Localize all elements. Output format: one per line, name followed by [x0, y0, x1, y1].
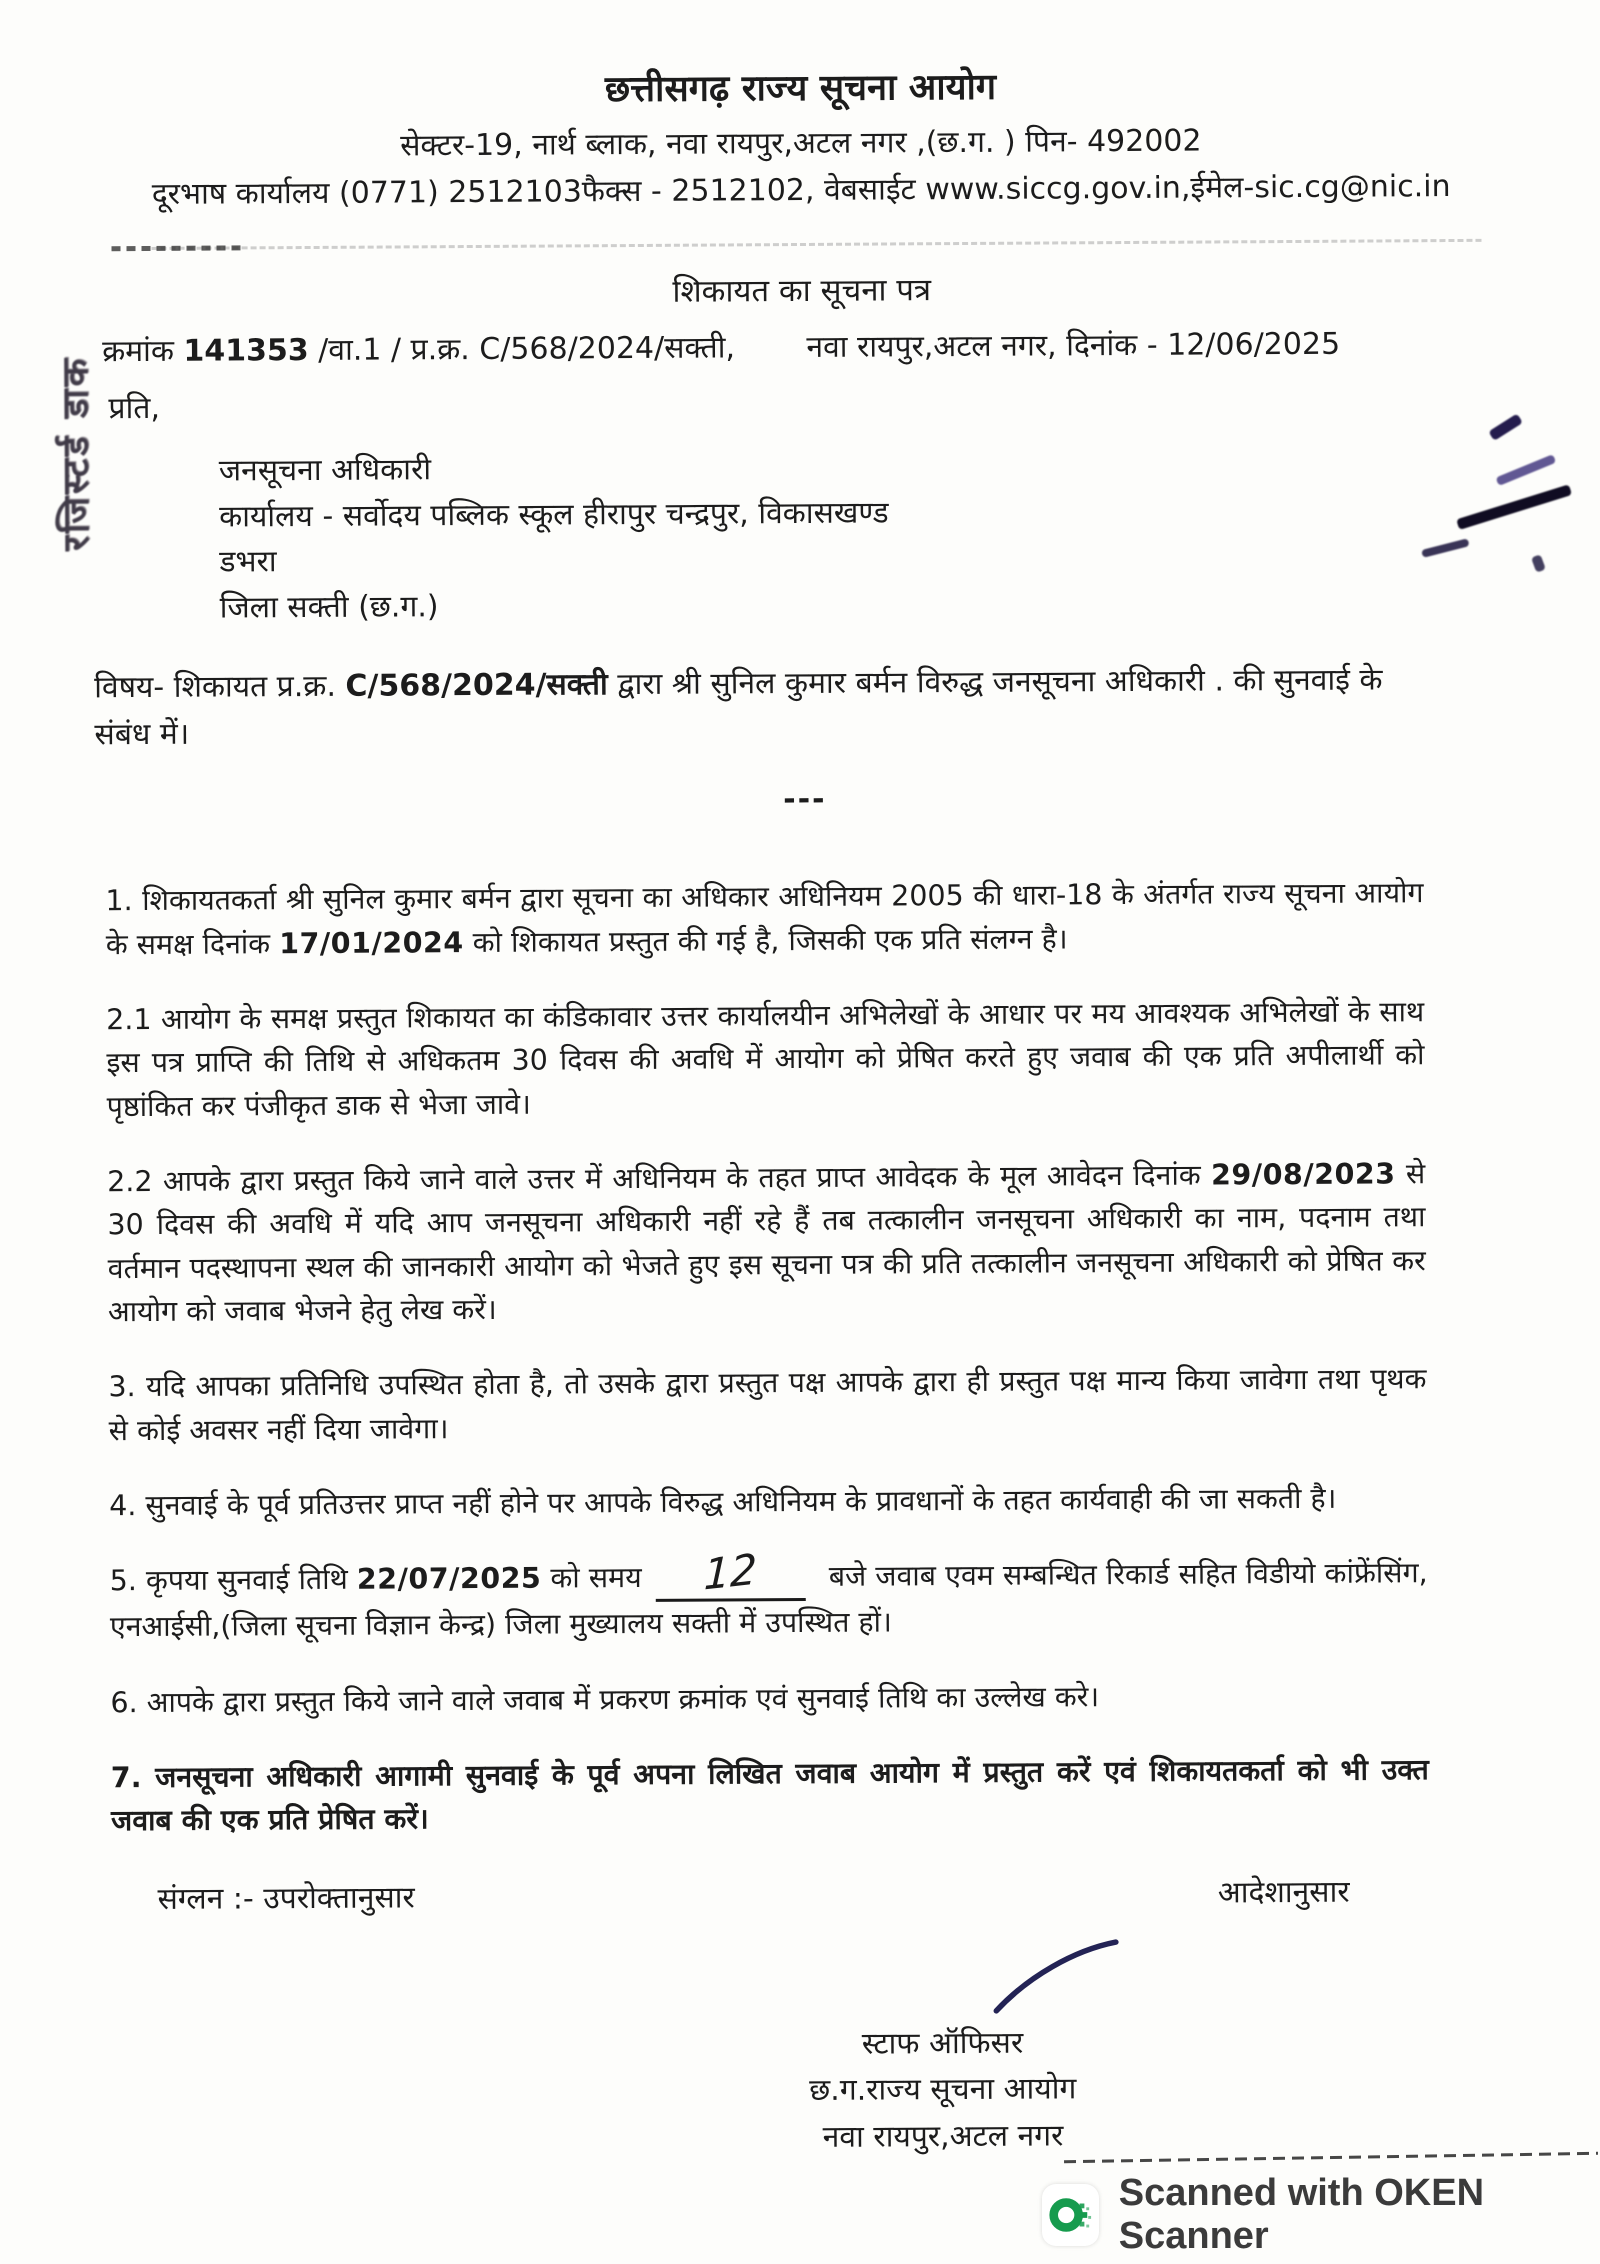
hearing-date: 22/07/2025: [356, 1561, 542, 1596]
addressee-line: जनसूचना अधिकारी: [218, 452, 432, 489]
letterhead: [0, 0, 1600, 214]
addressee-block: [219, 440, 1600, 631]
letter-body: [105, 872, 1429, 1843]
addressee-line: जिला सक्ती (छ.ग.): [219, 589, 439, 626]
organization-contact: दूरभाष कार्यालय (0771) 2512103फैक्स - 2512102, वेबसाईट www.siccg.gov.in,ईमेल-sic.cg@nic.in: [151, 169, 1451, 212]
section-separator: ---: [783, 782, 827, 818]
application-date: 29/08/2023: [1210, 1157, 1396, 1192]
subject-text: द्वारा श्री सुनिल कुमार बर्मन विरुद्ध जनसूचना अधिकारी . की सुनवाई के संबंध में।: [94, 662, 1383, 753]
paragraph-7: 7. जनसूचना अधिकारी आगामी सुनवाई के पूर्व अपना लिखित जवाब आयोग में प्रस्तुत करें एवं शिकायतकर्ता को भी उक्त जवाब की एक प्रति प्रेषित करें।: [110, 1753, 1429, 1838]
place-and-date: नवा रायपुर,अटल नगर, दिनांक - 12/06/2025: [806, 326, 1341, 365]
document-title: शिकायत का सूचना पत्र: [672, 272, 932, 310]
subject-case-number: C/568/2024/सक्ती: [345, 667, 608, 705]
oken-scanner-icon: [1042, 2184, 1099, 2246]
ref-case-number: /वा.1 / प्र.क्र. C/568/2024/सक्ती,: [308, 330, 736, 369]
organization-address: सेक्टर-19, नार्थ ब्लाक, नवा रायपुर,अटल नगर ,(छ.ग. ) पिन- 492002: [400, 123, 1202, 164]
time-blank-line: [656, 1544, 806, 1602]
signatory-org: छ.ग.राज्य सूचना आयोग: [809, 2071, 1077, 2109]
signature-stroke: [990, 1938, 1122, 2017]
salutation: प्रति,: [108, 390, 161, 427]
paragraph-2-2-text: से 30 दिवस की अवधि में यदि आप जनसूचना अधिकारी नहीं रहे हैं तब तत्कालीन जनसूचना अधिकारी का नाम, पदनाम तथा वर्तमान पदस्थापना स्थल की जानकारी आयोग को भेजते हुए इस सूचना पत्र की प्रति तत्कालीन जनसूचना अधिकारी को प्रेषित कर आयोग को जवाब भेजने हेतु लेख करें।: [107, 1157, 1426, 1329]
addressee-line: डभरा: [219, 544, 277, 580]
paragraph-6: 6. आपके द्वारा प्रस्तुत किये जाने वाले जवाब में प्रकरण क्रमांक एवं सुनवाई तिथि का उल्लेख करे।: [110, 1679, 1100, 1719]
paragraph-2-2: [107, 1152, 1426, 1333]
by-order-note: आदेशानुसार: [1217, 1874, 1350, 1911]
divider-line: [151, 239, 1481, 250]
closing-row: [157, 1868, 1600, 1918]
letterhead-divider: [151, 239, 1481, 251]
ref-serial-number: 141353: [183, 333, 309, 369]
paragraph-5: [109, 1544, 1429, 1649]
paragraph-5-text: को समय: [541, 1561, 642, 1595]
enclosure-note: संग्लन :- उपरोक्तानुसार: [157, 1880, 415, 1917]
signatory-place: नवा रायपुर,अटल नगर: [822, 2118, 1064, 2155]
paragraph-4: 4. सुनवाई के पूर्व प्रतिउत्तर प्राप्त नहीं होने पर आपके विरुद्ध अधिनियम के प्रावधानों के तहत कार्यवाही की जा सकती है।: [109, 1481, 1337, 1523]
complaint-date: 17/01/2024: [279, 925, 464, 960]
signatory-title: स्टाफ ऑफिसर: [861, 2025, 1024, 2062]
handwritten-time: 12: [703, 1544, 758, 1600]
registered-post-stamp: रजिस्टर्ड डाक: [55, 355, 98, 552]
ref-prefix: क्रमांक: [102, 333, 184, 370]
addressee-line: कार्यालय - सर्वोदय पब्लिक स्कूल हीरापुर चन्द्रपुर, विकासखण्ड: [219, 495, 889, 535]
paragraph-1: [105, 872, 1424, 967]
signature-block: [702, 1937, 1183, 2161]
paragraph-3: 3. यदि आपका प्रतिनिधि उपस्थित होता है, तो उसके द्वारा प्रस्तुत पक्ष आपके द्वारा ही प्रस्तुत पक्ष मान्य किया जावेगा तथा पृथक से कोई अवसर नहीं दिया जावेगा।: [108, 1362, 1427, 1447]
reference-number: [102, 325, 735, 370]
divider-dark-segment: [111, 245, 241, 251]
scanner-badge-label: Scanned with OKEN Scanner: [1118, 2172, 1485, 2257]
subject-line: [94, 658, 1425, 759]
organization-name: छत्तीसगढ़ राज्य सूचना आयोग: [604, 66, 997, 111]
paragraph-5-text: बजे जवाब एवम सम्बन्धित रिकार्ड सहित विडीयो कांफ्रेंसिंग, एनआईसी,(जिला सूचना विज्ञान केन्द्र) जिला मुख्यालय सक्ती में उपस्थित हों।: [109, 1556, 1428, 1644]
paragraph-2-2-text: 2.2 आपके द्वारा प्रस्तुत किये जाने वाले उत्तर में अधिनियम के तहत प्राप्त आवेदक के मूल आवेदन दिनांक: [107, 1158, 1212, 1199]
reference-row: [102, 320, 1600, 370]
paragraph-5-text: 5. कृपया सुनवाई तिथि: [109, 1562, 357, 1598]
subject-prefix: विषय- शिकायत प्र.क्र.: [94, 669, 346, 706]
paragraph-2-1: 2.1 आयोग के समक्ष प्रस्तुत शिकायत का कंडिकावार उत्तर कार्यालयीन अभिलेखों के आधार पर मय आवश्यक अभिलेखों के साथ इस पत्र प्राप्ति की तिथि से अधिकतम 30 दिवस की अवधि में आयोग को प्रेषित करते हुए जवाब की एक प्रति अपीलार्थी को पृष्ठांकित कर पंजीकृत डाक से भेजा जावे।: [106, 995, 1425, 1123]
paragraph-1-text: को शिकायत प्रस्तुत की गई है, जिसकी एक प्रति संलग्न है।: [463, 922, 1068, 959]
paragraph-1-text: 1. शिकायतकर्ता श्री सुनिल कुमार बर्मन द्वारा सूचना का अधिकार अधिनियम 2005 की धारा-18 के अंतर्गत राज्य सूचना आयोग के समक्ष दिनांक: [105, 876, 1424, 961]
scanner-badge: [1042, 2172, 1600, 2258]
